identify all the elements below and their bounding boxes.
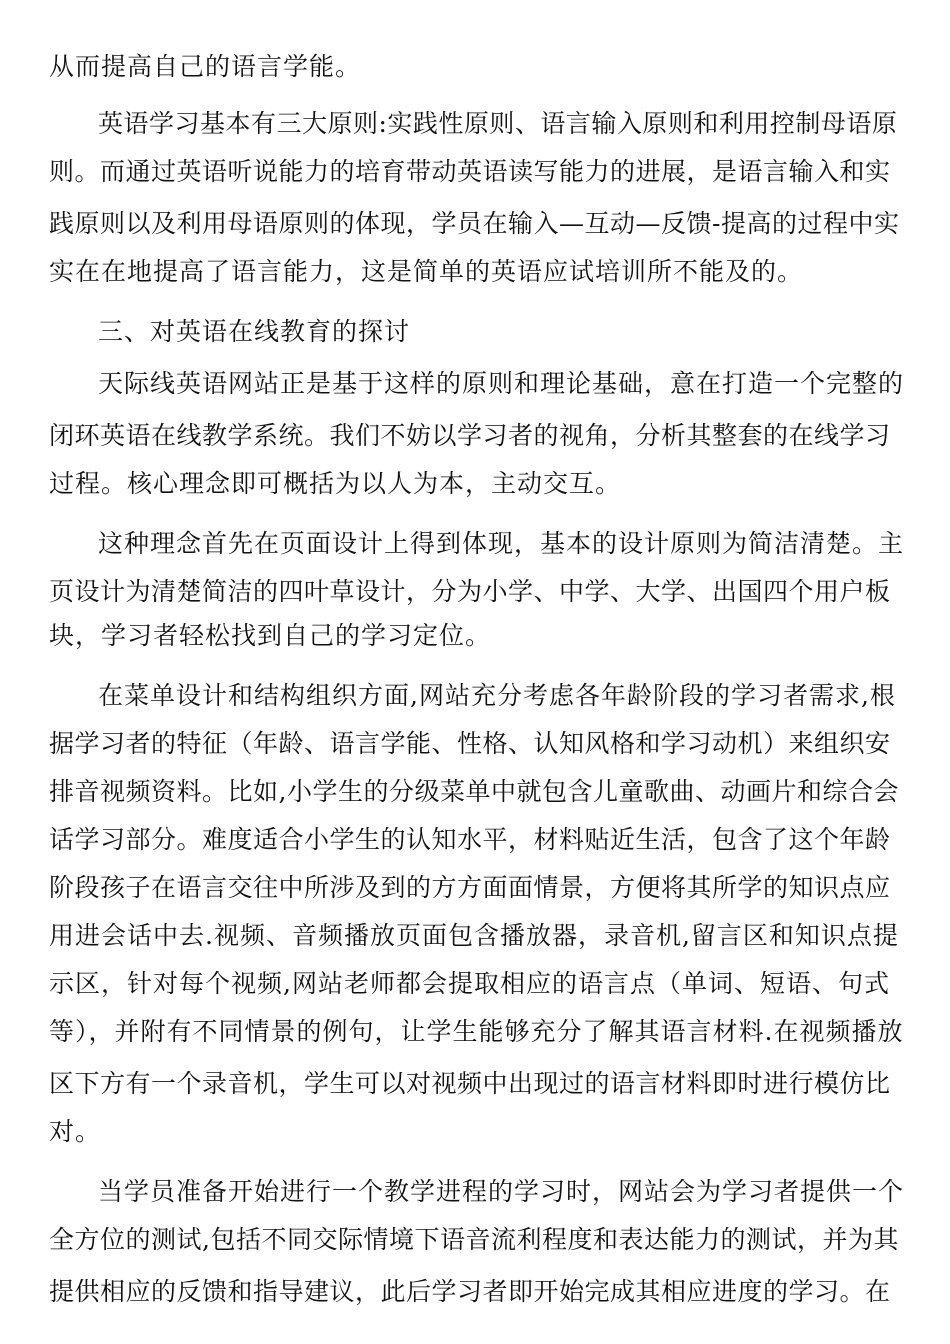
text-line: 对。 (49, 1117, 102, 1146)
text-line: 排音视频资料。比如,小学生的分级菜单中就包含儿童歌曲、动画片和综合会 (49, 777, 899, 806)
text-line: 这种理念首先在页面设计上得到体现，基本的设计原则为简洁清楚。主 (98, 529, 905, 558)
text-line: 从而提高自己的语言学能。 (49, 52, 362, 81)
text-line: 提供相应的反馈和指导建议，此后学习者即开始完成其相应进度的学习。在 (49, 1277, 891, 1306)
text-line: 阶段孩子在语言交往中所涉及到的方方面面情景，方便将其所学的知识点应 (49, 873, 891, 902)
text-line: 则。而通过英语听说能力的培育带动英语读写能力的进展，是语言输入和实 (49, 157, 891, 186)
text-line: 实在在地提高了语言能力，这是简单的英语应试培训所不能及的。 (49, 257, 804, 286)
text-line: 英语学习基本有三大原则:实践性原则、语言输入原则和利用控制母语原 (98, 109, 898, 138)
text-line: 区下方有一个录音机，学生可以对视频中出现过的语言材料即时进行模仿比 (49, 1069, 891, 1098)
text-line: 用进会话中去.视频、音频播放页面包含播放器，录音机,留言区和知识点提 (49, 921, 899, 950)
text-line: 页设计为清楚简洁的四叶草设计，分为小学、中学、大学、出国四个用户板 (49, 577, 891, 606)
text-line: 过程。核心理念即可概括为以人为本，主动交互。 (49, 469, 622, 498)
text-line: 三、对英语在线教育的探讨 (98, 317, 411, 346)
text-line: 天际线英语网站正是基于这样的原则和理论基础，意在打造一个完整的 (98, 369, 905, 398)
text-line: 践原则以及利用母语原则的体现，学员在输入—互动—反馈-提高的过程中实 (49, 209, 900, 238)
text-line: 示区，针对每个视频,网站老师都会提取相应的语言点（单词、短语、句式 (49, 969, 890, 998)
text-line: 闭环英语在线教学系统。我们不妨以学习者的视角，分析其整套的在线学习 (49, 421, 891, 450)
text-line: 全方位的测试,包括不同交际情境下语音流利程度和表达能力的测试，并为其 (49, 1225, 899, 1254)
text-line: 块，学习者轻松找到自己的学习定位。 (49, 621, 492, 650)
text-line: 话学习部分。难度适合小学生的认知水平，材料贴近生活，包含了这个年龄 (49, 825, 891, 854)
text-line: 据学习者的特征（年龄、语言学能、性格、认知风格和学习动机）来组织安 (49, 729, 891, 758)
text-line: 当学员准备开始进行一个教学进程的学习时，网站会为学习者提供一个 (98, 1177, 905, 1206)
text-line: 等），并附有不同情景的例句，让学生能够充分了解其语言材料.在视频播放 (49, 1017, 904, 1046)
text-line: 在菜单设计和结构组织方面,网站充分考虑各年龄阶段的学习者需求,根 (98, 681, 896, 710)
